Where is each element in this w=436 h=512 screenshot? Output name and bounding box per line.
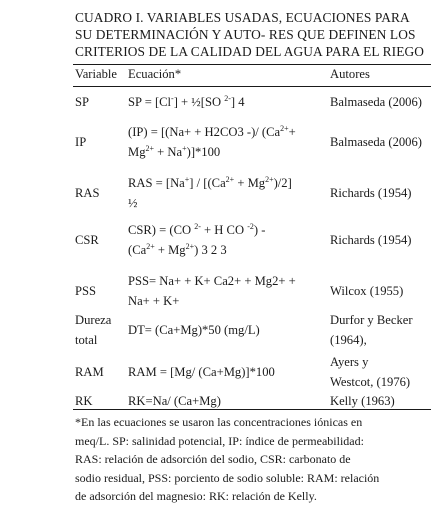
cell-variable: IP xyxy=(75,135,87,149)
cell-ecuacion: $(Ca^{2+} + Mg^{2+})$ 3 2 3 xyxy=(128,242,227,257)
cell-variable: total xyxy=(75,333,98,347)
caption-line: CUADRO I. VARIABLES USADAS, ECUACIONES PARA xyxy=(75,10,410,25)
top-rule xyxy=(73,64,431,65)
cell-autores: Kelly (1963) xyxy=(330,394,395,408)
cell-ecuacion: RK=Na/ (Ca+Mg) xyxy=(128,394,221,408)
cell-ecuacion: DT= (Ca+Mg)*50 (mg/L) xyxy=(128,323,260,337)
cell-ecuacion: RAS = $[Na^+] / [(Ca^{2+} + Mg^{2+})/2]$ xyxy=(128,175,292,190)
table-caption xyxy=(75,9,431,60)
cell-variable: RAM xyxy=(75,365,104,379)
cell-variable: CSR xyxy=(75,233,99,247)
cell-autores: Durfor y Becker xyxy=(330,313,413,327)
cell-ecuacion: ½ xyxy=(128,196,138,210)
header-autores: Autores xyxy=(330,67,370,81)
cell-ecuacion: CSR) = (CO $^{2-}$ + H CO $^{-2}$) - xyxy=(128,222,266,237)
cell-autores: Richards (1954) xyxy=(330,186,412,200)
cell-autores: Richards (1954) xyxy=(330,233,412,247)
cell-autores: Balmaseda (2006) xyxy=(330,95,422,109)
cell-autores: (1964), xyxy=(330,333,367,347)
footnote-line: *En las ecuaciones se usaron las concentraciones iónicas en xyxy=(75,415,363,429)
cell-autores: Balmaseda (2006) xyxy=(330,135,422,149)
footnote-line: sodio residual, PSS: porciento de sodio soluble: RAM: relación xyxy=(75,470,380,485)
cell-variable: SP xyxy=(75,95,90,109)
cell-ecuacion: SP = [Cl-] + ½[SO $^{2-}$] 4 xyxy=(128,94,245,109)
cell-variable: RAS xyxy=(75,186,100,200)
footnote-line: meq/L. SP: salinidad potencial, IP: índice de permeabilidad: xyxy=(75,433,364,448)
cell-ecuacion: $Mg^{2+} + Na^+)]*100$ xyxy=(128,144,221,159)
cell-variable: RK xyxy=(75,394,93,408)
cell-ecuacion: Na+ + K+ xyxy=(128,294,180,308)
cell-variable: PSS xyxy=(75,284,97,298)
footnote-line: de adsorción del magnesio: RK: relación de Kelly. xyxy=(75,489,317,503)
cell-ecuacion: (IP) = [(Na+ + H2CO3 -)/ ($Ca^{2+}+$ xyxy=(128,124,296,139)
bottom-rule xyxy=(73,409,431,410)
header-ecuacion: Ecuación* xyxy=(128,67,182,81)
cell-autores: Westcot, (1976) xyxy=(330,375,411,389)
caption-line: SU DETERMINACIÓN Y AUTO- RES QUE DEFINEN LOS xyxy=(75,27,416,42)
cell-autores: Wilcox (1955) xyxy=(330,284,404,298)
caption-line: CRITERIOS DE LA CALIDAD DEL AGUA PARA EL RIEGO xyxy=(75,44,425,59)
footnote-line: RAS: relación de adsorción del sodio, CSR: carbonato de xyxy=(75,452,351,466)
cell-variable: Dureza xyxy=(75,313,112,327)
header-rule xyxy=(73,86,431,87)
cell-ecuacion: RAM = [Mg/ (Ca+Mg)]*100 xyxy=(128,365,275,379)
header-variable: Variable xyxy=(75,67,117,81)
footnote xyxy=(75,413,435,506)
cell-autores: Ayers y xyxy=(330,355,369,369)
cell-ecuacion: PSS= Na+ + K+ Ca2+ + Mg2+ + xyxy=(128,274,296,288)
